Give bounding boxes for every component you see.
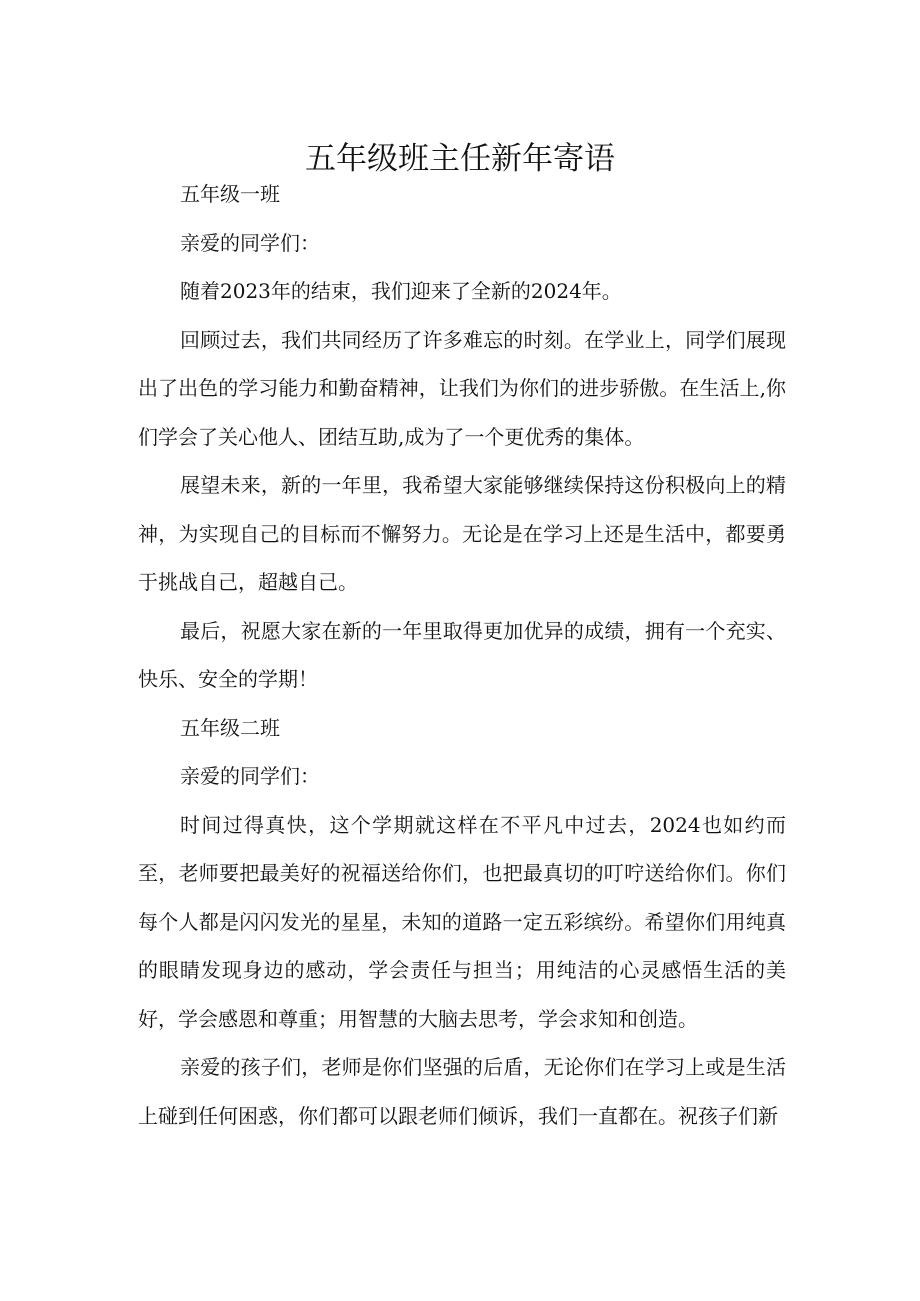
greeting-2: 亲爱的同学们： [180,764,320,788]
paragraph-6: 亲爱的孩子们，老师是你们坚强的后盾，无论你们在学习上或是生活上碰到任何困惑，你们都可以跟老师们倾诉，我们一直都在。祝孩子们新 [138,1055,786,1128]
paragraph-5: 时间过得真快，这个学期就这样在不平凡中过去，2024也如约而至，老师要把最美好的祝福送给你们，也把最真切的叮咛送给你们。你们每个人都是闪闪发光的星星，未知的道路一定五彩缤纷。希望你们用纯真的眼睛发现身边的感动，学会责任与担当；用纯洁的心灵感悟生活的美好，学会感恩和尊重；用智慧的大脑去思考，学会求知和创造。 [138,812,786,1031]
document-title: 五年级班主任新年寄语 [305,140,615,177]
paragraph-1: 随着2023年的结束，我们迎来了全新的2024年。 [180,279,622,303]
paragraph-3: 展望未来，新的一年里，我希望大家能够继续保持这份积极向上的精神，为实现自己的目标而不懈努力。无论是在学习上还是生活中，都要勇于挑战自己，超越自己。 [138,473,786,594]
paragraph-2: 回顾过去，我们共同经历了许多难忘的时刻。在学业上，同学们展现出了出色的学习能力和勤奋精神，让我们为你们的进步骄傲。在生活上,你们学会了关心他人、团结互助,成为了一个更优秀的集体。 [138,327,786,449]
document-body [138,170,786,1140]
paragraph-4: 最后，祝愿大家在新的一年里取得更加优异的成绩，拥有一个充实、快乐、安全的学期！ [138,618,786,691]
class-heading-2: 五年级二班 [180,715,280,740]
class-heading-1: 五年级一班 [180,182,280,206]
greeting-1: 亲爱的同学们： [180,230,320,255]
